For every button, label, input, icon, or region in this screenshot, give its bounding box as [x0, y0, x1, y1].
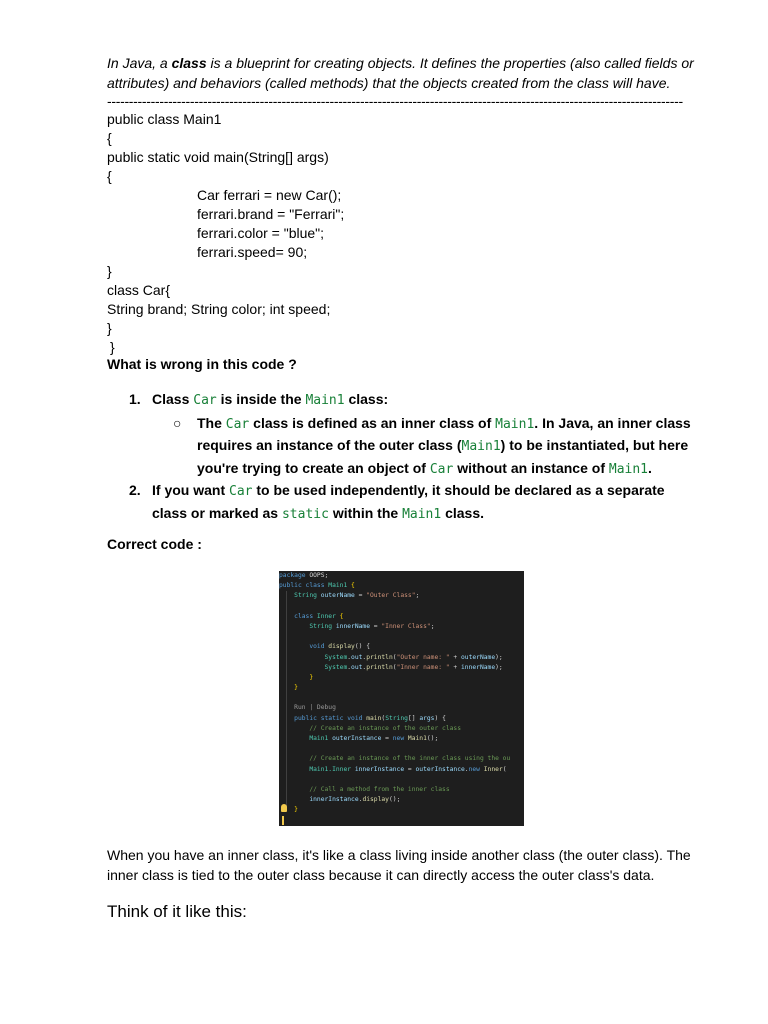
code-token: new — [468, 765, 480, 773]
code-token: display — [324, 643, 355, 651]
answer-text: If you want — [152, 482, 229, 498]
code-token: Main1 — [324, 582, 348, 590]
code-token: { — [347, 582, 355, 590]
code-token: } — [294, 684, 298, 692]
code-line: ferrari.brand = "Ferrari"; — [197, 206, 345, 222]
sub-list-item — [107, 413, 697, 481]
list-number: 2. — [129, 482, 141, 498]
code-token: . — [362, 663, 367, 671]
answer-text: The — [197, 414, 226, 431]
code-line — [279, 663, 524, 673]
intro-text: is a blueprint for creating objects. It defines the properties (also called fields or attributes) and behaviors (called methods) that the objects created from the class will have. — [107, 55, 694, 91]
code-listing — [107, 110, 697, 357]
code-token: . — [464, 765, 469, 773]
code-token: System — [324, 653, 348, 661]
code-token: "Inner Class" — [381, 622, 431, 630]
code-token: String — [294, 592, 317, 600]
code-line: public static void main(String[] args) — [107, 149, 329, 165]
code-keyword: Main1 — [402, 506, 442, 522]
code-line — [279, 642, 524, 652]
code-token: + — [449, 663, 462, 671]
answer-text: to be used independently, it should be declared as a separate class or marked as — [152, 482, 665, 521]
code-line — [279, 632, 524, 642]
code-token: "Outer name: " — [396, 653, 450, 661]
code-token: OOPS; — [305, 572, 329, 579]
code-line — [279, 581, 524, 591]
code-token: ; — [415, 592, 420, 600]
code-line — [279, 765, 524, 775]
code-line: } — [107, 320, 112, 336]
code-token: args — [419, 714, 435, 722]
code-token: ); — [495, 653, 503, 661]
section-heading: Think of it like this: — [107, 902, 247, 921]
code-line: class Car{ — [107, 282, 171, 298]
code-token: String — [385, 714, 408, 722]
code-token: Main1.Inner — [309, 765, 352, 773]
code-token: Main1 — [309, 735, 329, 742]
code-token: { — [335, 612, 344, 620]
code-line: } — [110, 339, 115, 355]
code-keyword: Main1 — [461, 439, 501, 454]
list-item — [107, 389, 697, 412]
intro-text: In Java, a — [107, 55, 172, 71]
code-keyword: Car — [429, 461, 454, 477]
explanation-paragraph: When you have an inner class, it's like a class living inside another class (the outer class). The inner class is tied to the outer class because it can directly access the outer class's data. — [107, 847, 691, 883]
answer-text: . — [648, 459, 652, 476]
code-token: outerName — [316, 592, 355, 600]
code-line — [279, 744, 524, 754]
code-line — [279, 673, 524, 683]
separator-line: ------------------------------------------------------------------------------------------------------------------------------------ — [107, 93, 683, 109]
code-keyword: Main1 — [305, 393, 345, 408]
code-token: class — [294, 612, 314, 620]
code-token: "Outer Class" — [366, 592, 416, 600]
code-token: ) { — [434, 714, 446, 722]
code-token: String — [309, 622, 333, 630]
code-token: println — [366, 663, 393, 671]
text-cursor — [282, 816, 284, 825]
code-token: main — [362, 714, 382, 722]
code-token: ; — [430, 622, 435, 630]
code-line — [279, 602, 524, 612]
answer-text: Class — [152, 391, 194, 407]
intro-keyword: class — [171, 55, 207, 71]
code-token: void — [309, 643, 325, 651]
answer-text: class is defined as an inner class of — [249, 414, 496, 431]
code-line: ferrari.speed= 90; — [197, 244, 308, 260]
correct-code-heading: Correct code : — [107, 536, 202, 552]
code-token: innerName — [461, 663, 496, 671]
code-token: outerInstance — [415, 765, 465, 773]
code-line: { — [107, 168, 112, 184]
answer-text: . In Java, an inner class requires an instance of the outer class ( — [197, 414, 691, 453]
code-line — [279, 754, 524, 764]
code-token: outerInstance — [328, 735, 382, 742]
code-token: innerInstance — [351, 765, 405, 773]
code-line — [279, 571, 524, 581]
code-keyword: Car — [229, 484, 253, 499]
code-line: Car ferrari = new Car(); — [197, 187, 342, 203]
code-token: = — [370, 622, 382, 630]
answer-text: without an instance of — [453, 459, 609, 476]
code-line — [279, 775, 524, 785]
code-token: ( — [502, 765, 507, 773]
code-token: = — [381, 735, 393, 742]
code-token: ( — [392, 653, 397, 661]
code-token: out — [351, 653, 363, 661]
intro-paragraph — [107, 53, 697, 93]
code-token: println — [366, 653, 393, 661]
answer-text: class. — [441, 504, 485, 521]
code-token: package — [279, 572, 306, 579]
code-token: innerName — [332, 622, 371, 630]
code-line — [279, 612, 524, 622]
code-line — [279, 693, 524, 703]
code-line: public class Main1 — [107, 111, 222, 127]
code-token: out — [351, 663, 363, 671]
code-token: // Call a method from the inner class — [309, 785, 450, 793]
code-line — [279, 714, 524, 724]
code-token: . — [358, 796, 363, 804]
code-keyword: Main1 — [608, 461, 649, 477]
bullet-icon: ○ — [173, 414, 182, 431]
code-screenshot — [279, 571, 524, 826]
code-token: System — [324, 663, 348, 671]
code-token: "Inner name: " — [396, 663, 450, 671]
code-token: ( — [381, 714, 386, 722]
code-line — [279, 795, 524, 805]
question-heading: What is wrong in this code ? — [107, 356, 297, 372]
code-keyword: Main1 — [495, 416, 535, 432]
code-token: display — [362, 796, 389, 804]
code-token: outerName — [461, 653, 496, 661]
code-line: { — [107, 130, 112, 146]
code-token: new — [392, 735, 405, 742]
code-line — [279, 785, 524, 795]
list-number: 1. — [129, 391, 141, 407]
code-token: ( — [392, 663, 397, 671]
code-keyword: static — [281, 506, 329, 522]
code-token: // Create an instance of the outer class — [309, 724, 461, 732]
code-token: [] — [407, 714, 420, 722]
code-line: } — [107, 263, 112, 279]
code-line: String brand; String color; int speed; — [107, 301, 331, 317]
code-token: // Create an instance of the inner class using the ou — [309, 755, 511, 763]
code-keyword: Car — [193, 393, 217, 408]
answer-text: class: — [344, 391, 389, 407]
answer-text: within the — [328, 504, 403, 521]
code-token: class — [301, 582, 325, 590]
list-item — [107, 480, 697, 525]
answer-text: ) to be instantiated, but here you're trying to create an object of — [197, 437, 689, 476]
code-lens: Run | Debug — [294, 704, 336, 712]
code-line — [279, 591, 524, 601]
code-line — [279, 724, 524, 734]
code-line: ferrari.color = "blue"; — [197, 225, 325, 241]
code-token: Main1 — [404, 735, 427, 742]
code-keyword: Car — [225, 416, 250, 432]
code-token: () { — [354, 643, 371, 651]
code-line — [279, 653, 524, 663]
code-token: public — [279, 582, 302, 590]
lightbulb-icon[interactable] — [281, 804, 287, 812]
code-line — [279, 805, 524, 815]
indent-guide — [286, 591, 287, 808]
code-token: = — [404, 765, 416, 773]
code-token: ); — [495, 663, 503, 671]
code-token: Inner — [479, 765, 503, 773]
code-token: + — [449, 653, 462, 661]
code-token: . — [362, 653, 367, 661]
code-token: Inner — [313, 612, 336, 620]
answer-list — [107, 389, 697, 525]
code-line — [279, 683, 524, 693]
code-token: . — [347, 663, 352, 671]
code-token: = — [354, 592, 367, 600]
code-token: . — [347, 653, 352, 661]
code-token: public static void — [294, 714, 363, 722]
code-token: (); — [388, 796, 401, 804]
code-line — [279, 703, 524, 713]
code-line — [279, 734, 524, 744]
code-token: (); — [426, 735, 439, 742]
code-token: } — [309, 673, 314, 681]
answer-text: is inside the — [216, 391, 306, 407]
code-token: innerInstance — [309, 796, 359, 804]
code-token: } — [294, 806, 298, 814]
code-line — [279, 622, 524, 632]
